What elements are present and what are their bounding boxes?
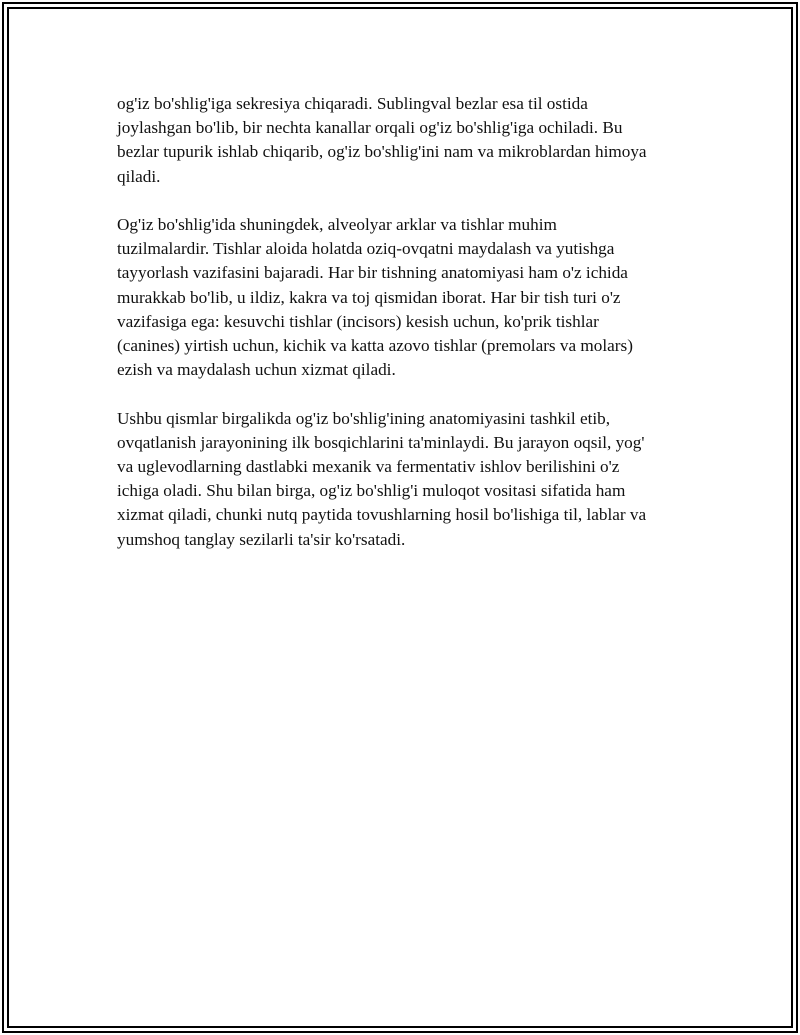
paragraph-teeth: Og'iz bo'shlig'ida shuningdek, alveolyar arklar va tishlar muhim tuzilmalardir. Tishlar aloida holatda oziq-ovqatni maydalash va yutishga tayyorlash vazifasini bajaradi. Har bir tishning anatomiyasi ham o'z ichida murakkab bo'lib, u ildiz, kakra va toj qismidan iborat. Har bir tish turi o'z vazifasiga ega: kesuvchi tishlar (incisors) kesish uchun, ko'prik tishlar (canines) yirtish uchun, kichik va katta azovo tishlar (premolars va molars) ezish va maydalash uchun xizmat qiladi. <box>117 215 633 380</box>
paragraph-summary: Ushbu qismlar birgalikda og'iz bo'shlig'ining anatomiyasini tashkil etib, ovqatlanish jarayonining ilk bosqichlarini ta'minlaydi. Bu jarayon oqsil, yog' va uglevodlarning dastlabki mexanik va fermentativ ishlov berilishini o'z ichiga oladi. Shu bilan birga, og'iz bo'shlig'i muloqot vositasi sifatida ham xizmat qiladi, chunki nutq paytida tovushlarning hosil bo'lishiga til, lablar va yumshoq tanglay sezilarli ta'sir ko'rsatadi. <box>117 408 647 549</box>
paragraph-salivary-glands: og'iz bo'shlig'iga sekresiya chiqaradi. Sublingval bezlar esa til ostida joylashgan bo'lib, bir nechta kanallar orqali og'iz bo'shlig'iga ochiladi. Bu bezlar tupurik ishlab chiqarib, og'iz bo'shlig'ini nam va mikroblardan himoya qiladi. <box>117 94 647 186</box>
document-body <box>117 92 697 576</box>
